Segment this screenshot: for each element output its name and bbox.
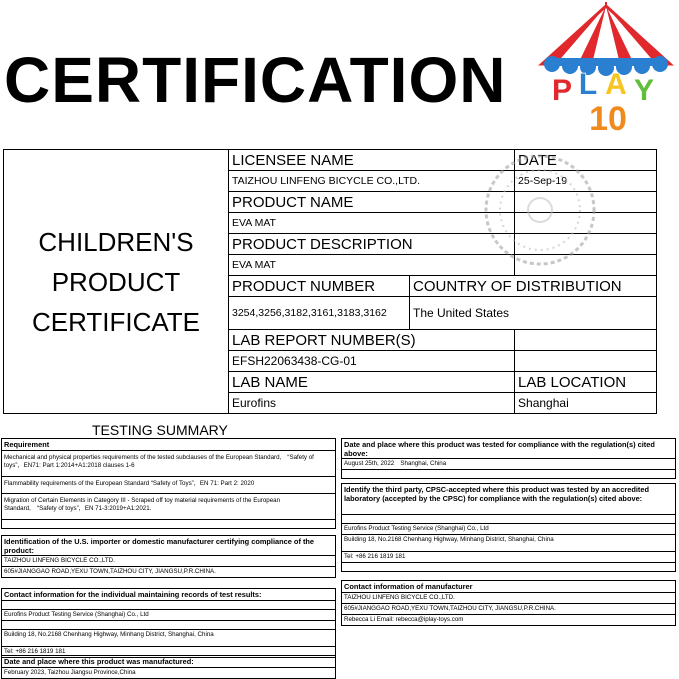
lab-report-value: EFSH22063438-CG-01 — [229, 351, 515, 372]
product-number-value: 3254,3256,3182,3161,3183,3162 — [229, 297, 410, 330]
product-name-value: EVA MAT — [229, 213, 515, 234]
importer-heading: Identification of the U.S. importer or domestic manufacturer certifying compliance of the product: — [1, 535, 336, 556]
product-desc-label: PRODUCT DESCRIPTION — [229, 234, 515, 255]
requirement-item: Flammability requirements of the European Standard “Safety of Toys”，EN 71: Part 2: 2020 — [1, 477, 336, 494]
records-tel: Tel: +86 216 1819 181 — [1, 647, 336, 658]
product-name-label: PRODUCT NAME — [229, 192, 515, 213]
licensee-label: LICENSEE NAME — [229, 150, 515, 171]
play10-tent-logo-icon — [538, 2, 674, 138]
logo-number: 10 — [589, 100, 627, 138]
page-title: CERTIFICATION — [4, 44, 507, 116]
requirement-box — [1, 438, 336, 529]
importer-line: TAIZHOU LINFENG BICYCLE CO.,LTD. — [1, 556, 336, 567]
manufacturer-heading: Contact information of manufacturer — [341, 580, 676, 593]
requirement-item: Migration of Certain Elements in Category III - Scraped off toy material requirements of the European Standard, “Safety of toys”，EN 71-3:2019+A1:2021. — [1, 494, 336, 520]
testing-summary-title: TESTING SUMMARY — [92, 422, 228, 438]
product-number-label: PRODUCT NUMBER — [229, 276, 410, 297]
product-desc-value: EVA MAT — [229, 255, 515, 276]
date-label: DATE — [515, 150, 657, 171]
manufactured-value: February 2023, Taizhou Jiangsu Province,China — [1, 668, 336, 679]
third-party-box — [341, 483, 676, 572]
lab-report-label: LAB REPORT NUMBER(S) — [229, 330, 515, 351]
logo-letter: A — [605, 68, 627, 101]
manufacturer-box — [341, 580, 676, 626]
lab-location-value: Shanghai — [515, 393, 657, 414]
licensee-value: TAIZHOU LINFENG BICYCLE CO.,LTD. — [229, 171, 515, 192]
manufactured-heading: Date and place where this product was manufactured: — [1, 655, 336, 668]
tested-value: August 25th, 2022 Shanghai, China — [341, 459, 676, 470]
records-name: Eurofins Product Testing Service (Shanghai) Co., Ltd — [1, 610, 336, 621]
country-label: COUNTRY OF DISTRIBUTION — [410, 276, 657, 297]
manufacturer-line: Rebecca Li Email: rebecca@iplay-toys.com — [341, 615, 676, 626]
third-party-address: Building 18, No.2168 Chenhang Highway, Minhang District, Shanghai, China — [341, 535, 676, 552]
tested-box — [341, 438, 676, 479]
requirement-item: Mechanical and physical properties requirements of the tested subclauses of the European Standard, “Safety of toys”，EN71: Part 1:2014+A1:2018 clauses 1-6 — [1, 451, 336, 477]
importer-box — [1, 535, 336, 578]
logo-letter: P — [551, 74, 573, 107]
seal-stamp-icon — [470, 150, 610, 270]
date-value: 25-Sep-19 — [515, 171, 657, 192]
manufactured-box — [1, 655, 336, 679]
third-party-heading: Identify the third party, CPSC-accepted where this product was tested by an accredited laboratory (accepted by the CPSC) for compliance with the regulation(s) cited above: — [341, 483, 676, 515]
third-party-name: Eurofins Product Testing Service (Shanghai) Co., Ltd — [341, 524, 676, 535]
lab-name-value: Eurofins — [229, 393, 515, 414]
logo-letter: L — [578, 68, 598, 101]
lab-name-label: LAB NAME — [229, 372, 515, 393]
manufacturer-line: TAIZHOU LINFENG BICYCLE CO.,LTD. — [341, 593, 676, 604]
logo-letter: Y — [633, 74, 655, 107]
third-party-tel: Tel: +86 216 1819 181 — [341, 552, 676, 563]
lab-location-label: LAB LOCATION — [515, 372, 657, 393]
requirement-heading: Requirement — [1, 438, 336, 451]
tested-heading: Date and place where this product was tested for compliance with the regulation(s) cited above: — [341, 438, 676, 459]
records-address: Building 18, No.2168 Chenhang Highway, Minhang District, Shanghai, China — [1, 630, 336, 647]
country-value: The United States — [410, 297, 657, 330]
records-box — [1, 588, 336, 658]
cpc-heading: CHILDREN'S PRODUCT CERTIFICATE — [4, 150, 229, 414]
records-heading: Contact information for the individual maintaining records of test results: — [1, 588, 336, 601]
manufacturer-line: 605#JIANGGAO ROAD,YEXU TOWN,TAIZHOU CITY, JIANGSU,P.R.CHINA. — [341, 604, 676, 615]
importer-line: 605#JIANGGAO ROAD,YEXU TOWN,TAIZHOU CITY, JIANGSU,P.R.CHINA. — [1, 567, 336, 578]
